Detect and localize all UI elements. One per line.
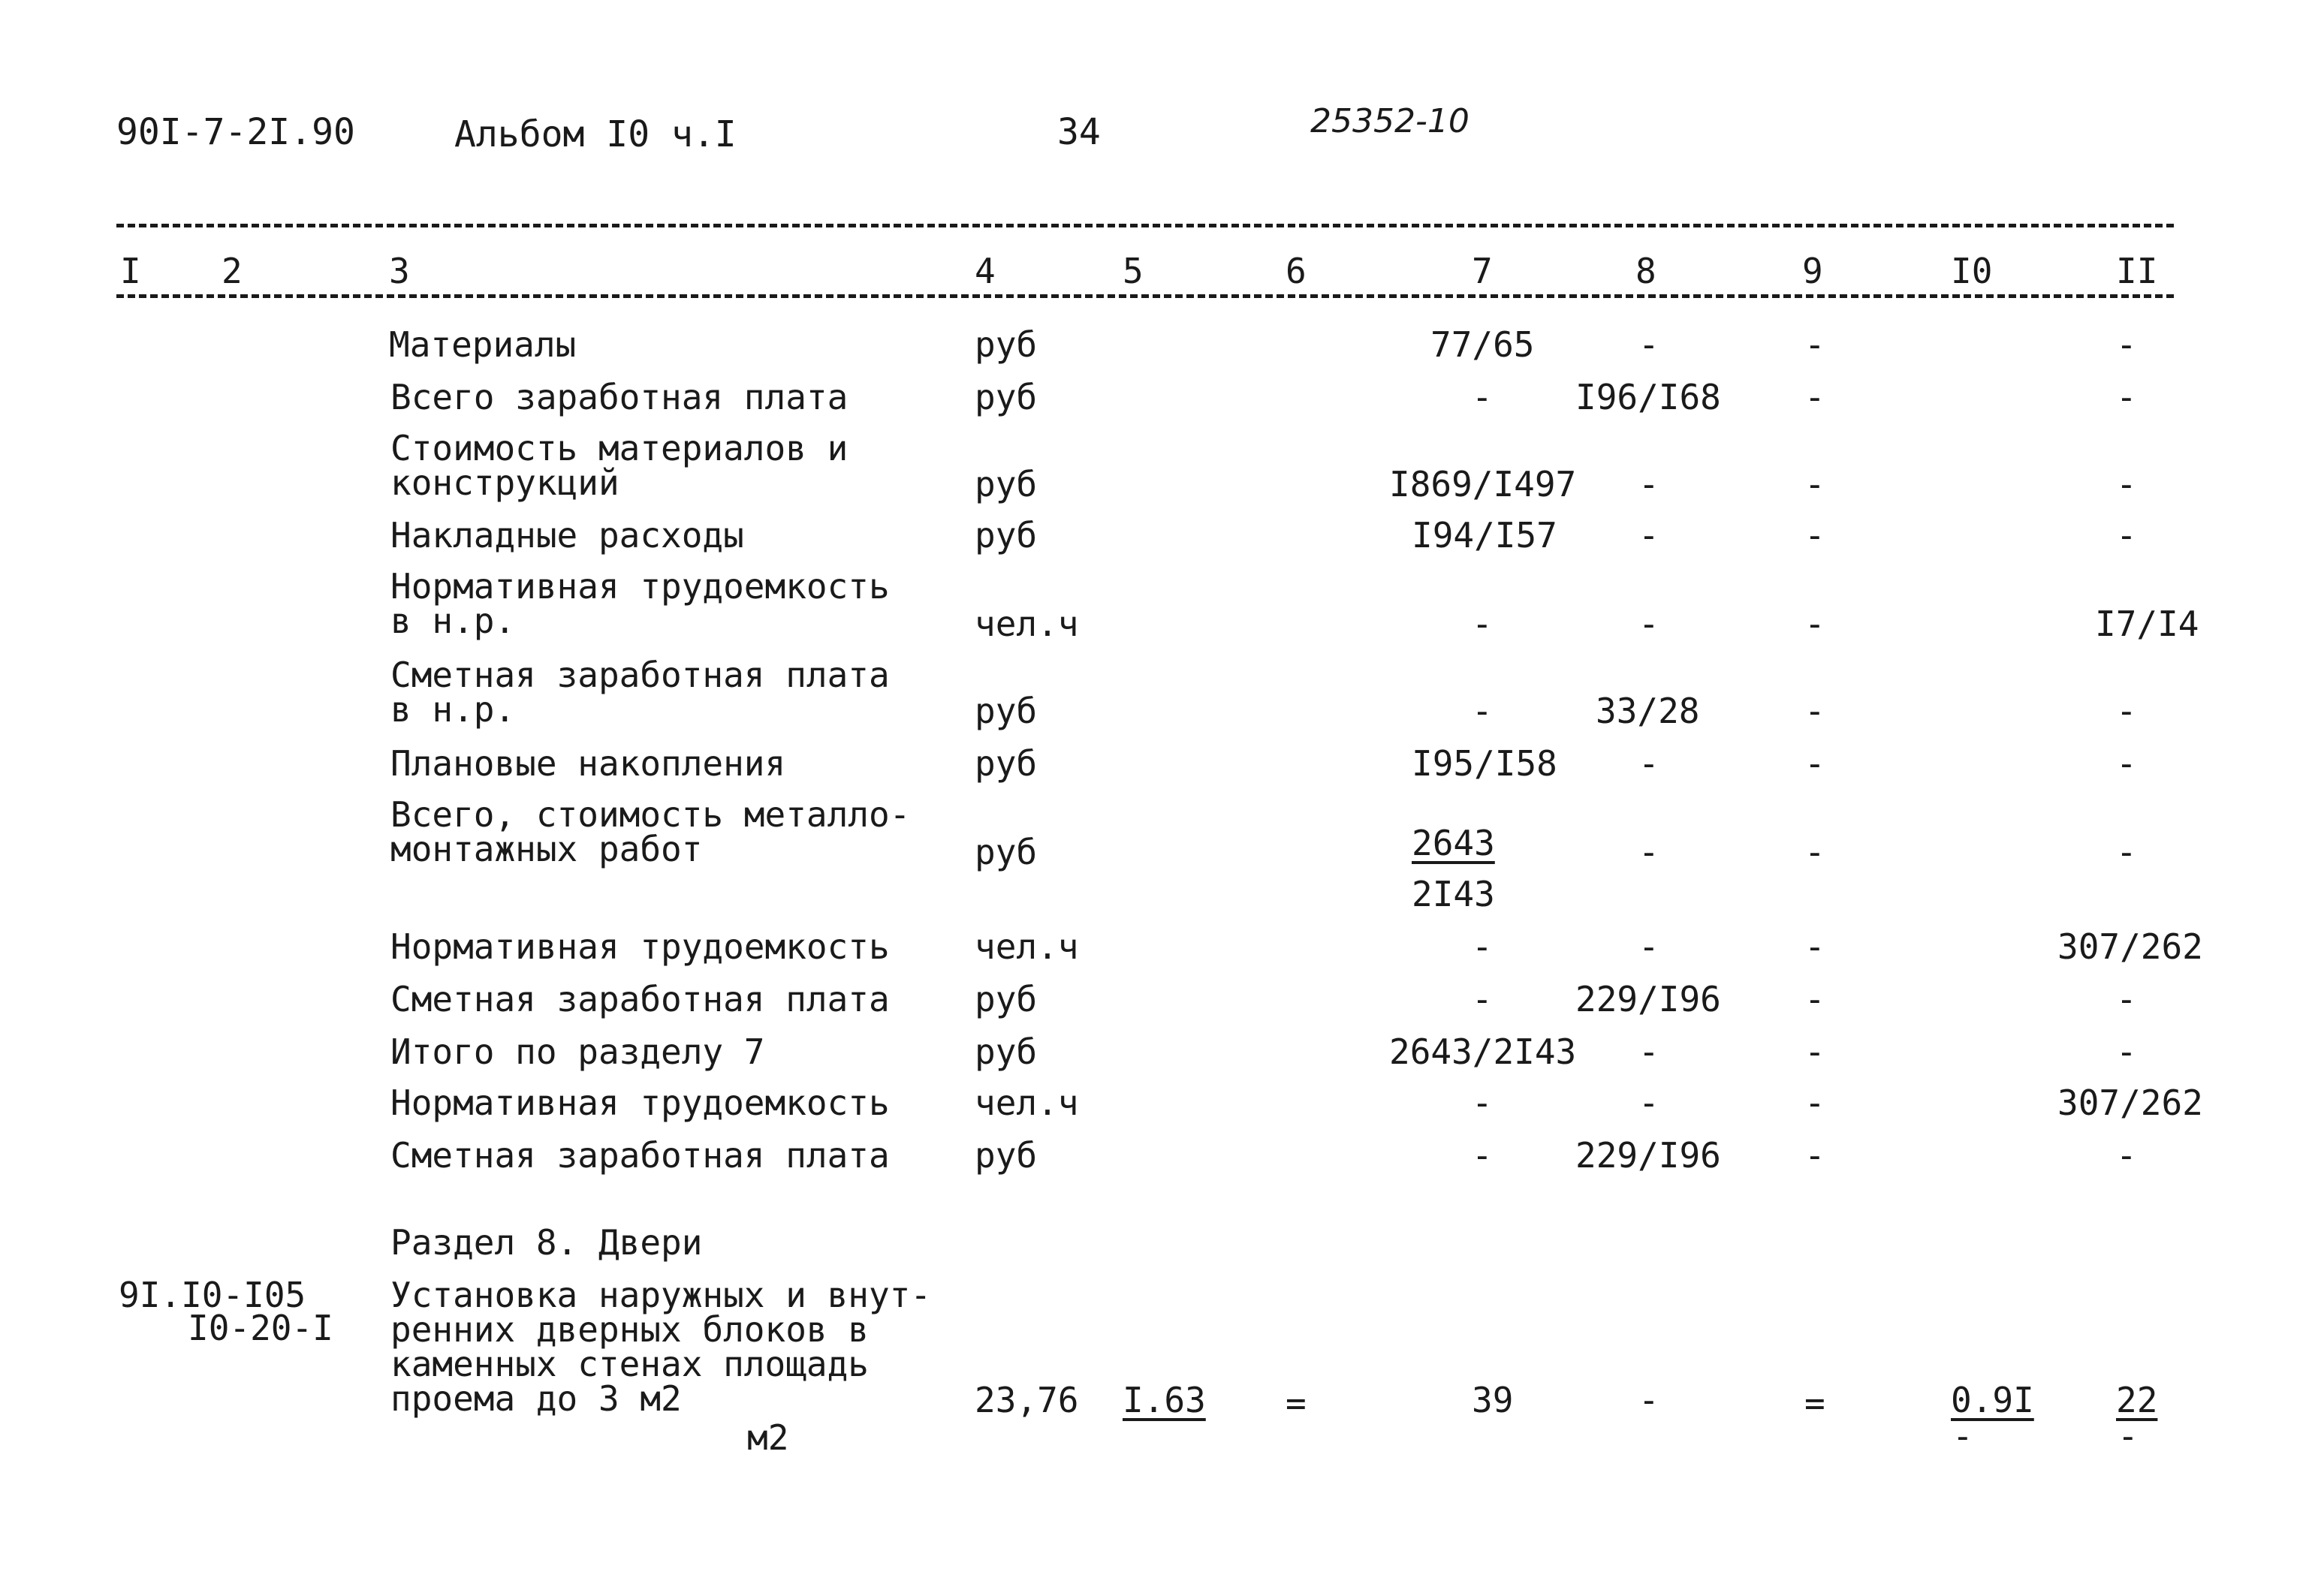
column-8-number: 8 <box>1635 251 1656 291</box>
column-5-number: 5 <box>1123 251 1144 291</box>
col7-value: I869/I497 <box>1389 464 1577 504</box>
col8-value: 33/28 <box>1596 691 1700 731</box>
column-3-number: 3 <box>389 251 410 291</box>
column-11-number: II <box>2116 251 2158 291</box>
row-unit: руб <box>975 324 1038 365</box>
row-description: Нормативная трудоемкость в н.р. <box>390 566 890 641</box>
column-2-number: 2 <box>222 251 243 291</box>
section-title: Раздел 8. Двери <box>390 1222 703 1263</box>
col11-value: - <box>2116 515 2137 556</box>
col11-value: - <box>2116 377 2137 417</box>
col9-value: - <box>1804 1135 1825 1176</box>
col7-value: - <box>1472 604 1493 644</box>
col5-value: I.63 <box>1123 1380 1206 1420</box>
row-description: Установка наружных и внут- ренних дверных блоков в каменных стенах площадь проема до 3 м2 <box>390 1275 932 1419</box>
col7-value: - <box>1472 377 1493 417</box>
row-unit: руб <box>975 832 1038 872</box>
col8-value: I96/I68 <box>1575 377 1721 417</box>
col11-value: I7/I4 <box>2095 604 2199 644</box>
col11-value: 307/262 <box>2057 926 2203 967</box>
col6-value: = <box>1286 1383 1307 1423</box>
col11-value: - <box>2116 832 2137 872</box>
col9-value: - <box>1804 832 1825 872</box>
col8-value: - <box>1638 324 1659 365</box>
col7-value: - <box>1472 926 1493 967</box>
col8-value: 229/I96 <box>1575 979 1721 1019</box>
column-9-number: 9 <box>1802 251 1823 291</box>
norm-code: I0-20-I <box>188 1308 333 1348</box>
row-description: Материалы <box>389 324 577 365</box>
row-unit: руб <box>975 515 1038 556</box>
col8-value: - <box>1638 515 1659 556</box>
row-description: Всего заработная плата <box>390 377 849 417</box>
row-unit: м2 <box>747 1417 789 1458</box>
album-label: Альбом I0 ч.I <box>454 113 737 155</box>
col8-value: - <box>1638 1031 1659 1072</box>
row-description: Нормативная трудоемкость <box>390 926 890 967</box>
col11-value: - <box>2116 464 2137 504</box>
row-description: Всего, стоимость металло- монтажных работ <box>390 794 911 869</box>
row-description: Сметная заработная плата в н.р. <box>390 655 890 730</box>
col9-value: - <box>1804 926 1825 967</box>
row-description: Стоимость материалов и конструкций <box>390 428 849 503</box>
row-unit: руб <box>975 377 1038 417</box>
col11-value: - <box>2116 324 2137 365</box>
col4-value: 23,76 <box>975 1380 1079 1420</box>
col9-value: - <box>1804 691 1825 731</box>
col9-value: - <box>1804 743 1825 784</box>
row-description: Плановые накопления <box>390 743 786 784</box>
page-number: 34 <box>1057 111 1101 153</box>
col8-value: - <box>1638 1083 1659 1123</box>
col11-value: - <box>2116 979 2137 1019</box>
col7-value-numerator: 2643 <box>1412 823 1495 863</box>
row-unit: чел.ч <box>975 926 1079 967</box>
handwritten-code: 25352-10 <box>1310 102 1470 140</box>
col9-value: - <box>1804 515 1825 556</box>
col8-value: - <box>1638 464 1659 504</box>
col8-value: - <box>1638 1380 1659 1420</box>
col7-value: - <box>1472 979 1493 1019</box>
top-dashed-rule <box>116 224 2174 227</box>
row-unit: руб <box>975 464 1038 504</box>
col11-value: - <box>2116 1031 2137 1072</box>
document-number: 90I-7-2I.90 <box>116 111 355 153</box>
col9-value: - <box>1804 464 1825 504</box>
column-4-number: 4 <box>975 251 996 291</box>
col8-value: - <box>1638 926 1659 967</box>
row-unit: руб <box>975 1135 1038 1176</box>
col9-value: - <box>1804 377 1825 417</box>
col7-value: I95/I58 <box>1412 743 1557 784</box>
col8-value: 229/I96 <box>1575 1135 1721 1176</box>
col7-value: - <box>1472 691 1493 731</box>
col8-value: - <box>1638 832 1659 872</box>
row-description: Итого по разделу 7 <box>390 1031 765 1072</box>
price-code: 9I.I0-I05 <box>119 1275 306 1315</box>
col11-value: 307/262 <box>2057 1083 2203 1123</box>
header-dashed-rule <box>116 294 2174 298</box>
col9-value: - <box>1804 1031 1825 1072</box>
column-6-number: 6 <box>1286 251 1307 291</box>
col11-value: - <box>2116 743 2137 784</box>
col7-value-denominator: 2I43 <box>1412 874 1495 914</box>
column-7-number: 7 <box>1472 251 1493 291</box>
row-unit: чел.ч <box>975 604 1079 644</box>
col9-value: - <box>1804 979 1825 1019</box>
row-unit: чел.ч <box>975 1083 1079 1123</box>
col10-value-denominator: - <box>1952 1416 1973 1456</box>
col7-value: 2643/2I43 <box>1389 1031 1577 1072</box>
col10-value: 0.9I <box>1951 1380 2034 1420</box>
col9-value: - <box>1804 1083 1825 1123</box>
col8-value: - <box>1638 743 1659 784</box>
column-10-number: I0 <box>1951 251 1993 291</box>
col7-value: 39 <box>1472 1380 1514 1420</box>
row-unit: руб <box>975 979 1038 1019</box>
col11-value: 22 <box>2116 1380 2158 1420</box>
col7-value: - <box>1472 1083 1493 1123</box>
col7-value: - <box>1472 1135 1493 1176</box>
row-description: Накладные расходы <box>390 515 744 556</box>
row-description: Сметная заработная плата <box>390 1135 890 1176</box>
column-1-number: I <box>120 251 141 291</box>
col9-value: - <box>1804 324 1825 365</box>
col7-value: I94/I57 <box>1412 515 1557 556</box>
row-description: Сметная заработная плата <box>390 979 890 1019</box>
row-unit: руб <box>975 691 1038 731</box>
col11-value-denominator: - <box>2118 1416 2139 1456</box>
row-unit: руб <box>975 743 1038 784</box>
row-unit: руб <box>975 1031 1038 1072</box>
col9-value: - <box>1804 604 1825 644</box>
col11-value: - <box>2116 691 2137 731</box>
col11-value: - <box>2116 1135 2137 1176</box>
col7-value: 77/65 <box>1430 324 1535 365</box>
row-description: Нормативная трудоемкость <box>390 1083 890 1123</box>
col9-value: = <box>1804 1383 1825 1423</box>
col8-value: - <box>1638 604 1659 644</box>
